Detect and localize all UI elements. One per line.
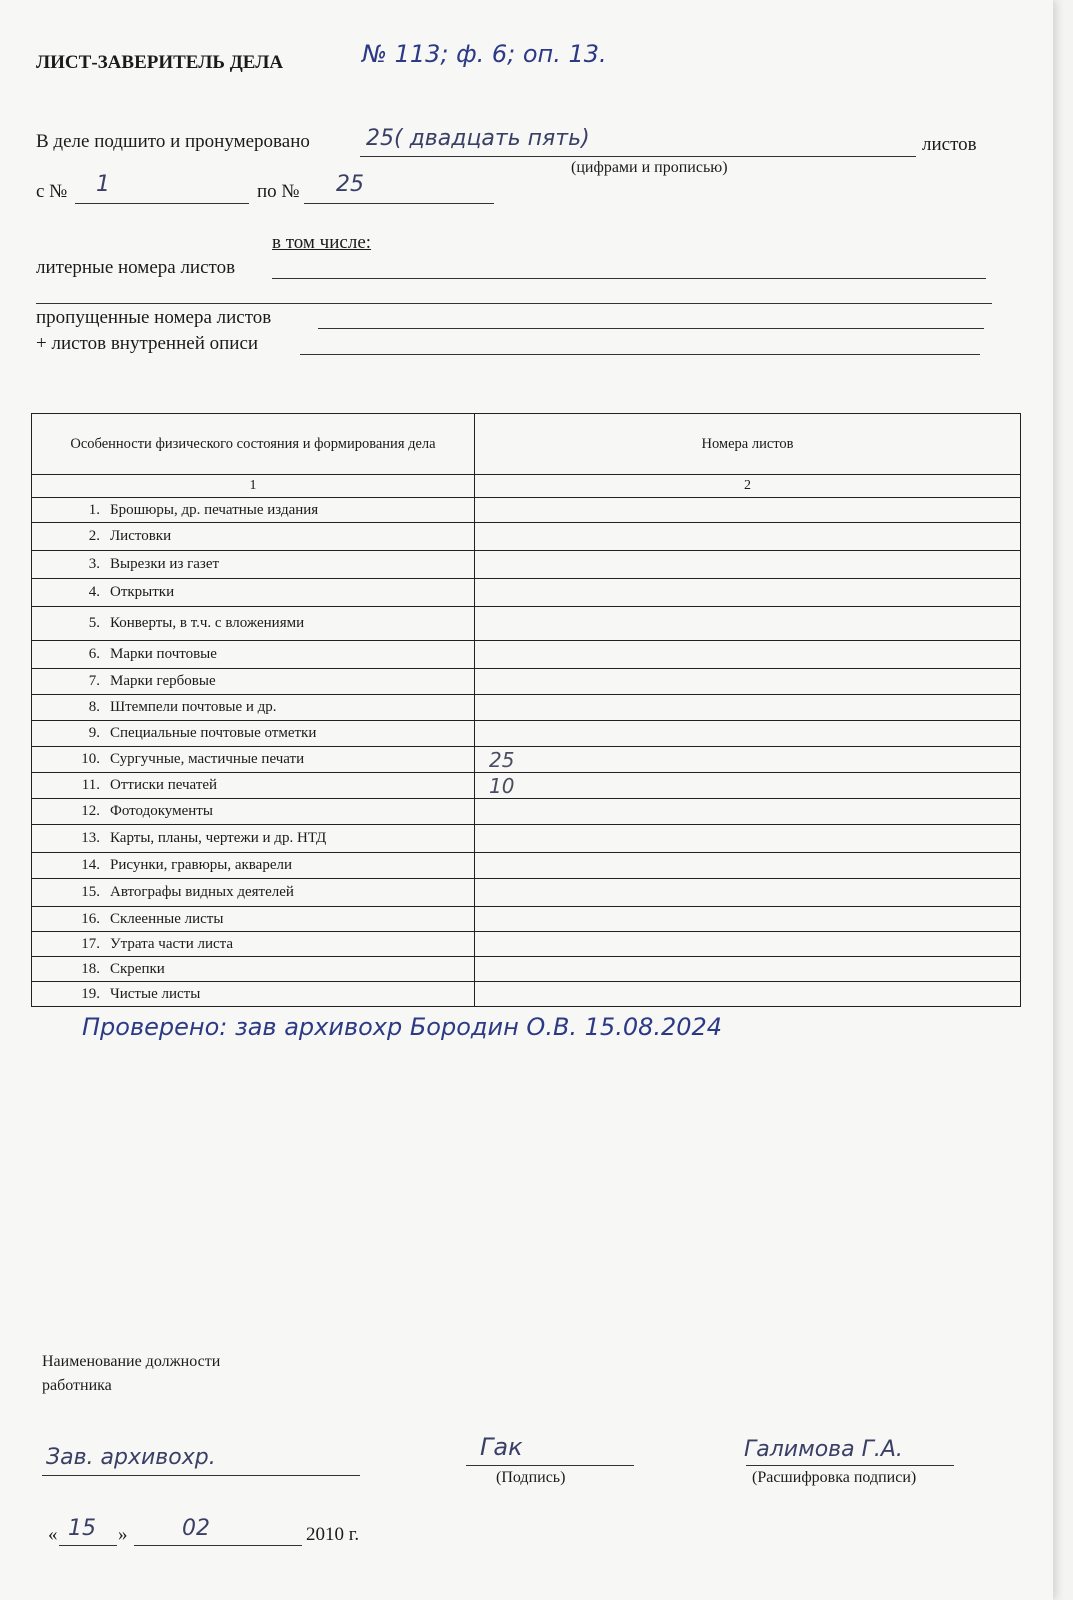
row-number: 10. (81, 751, 100, 767)
sheet-numbers-cell (475, 721, 1021, 747)
feature-cell (32, 607, 475, 641)
feature-cell (32, 695, 475, 721)
to-value: 25 (336, 172, 364, 197)
sheet-numbers-cell (475, 641, 1021, 669)
row-label: Фотодокументы (110, 803, 213, 819)
count-underline (360, 156, 916, 157)
to-underline (304, 203, 494, 204)
date-year-value: 2010 (306, 1524, 344, 1545)
col2-header: Номера листов (475, 414, 1021, 475)
count-prefix: В деле подшито и пронумеровано (36, 131, 310, 152)
sheet-numbers-cell (475, 523, 1021, 551)
sheet-numbers-value (481, 881, 489, 905)
feature-cell (32, 907, 475, 932)
feature-cell (32, 853, 475, 879)
date-open-quote: « (48, 1524, 58, 1545)
table-row (32, 799, 1021, 825)
missed-numbers-label: пропущенные номера листов (36, 307, 272, 328)
date-month-line (134, 1545, 302, 1546)
row-number: 11. (81, 777, 100, 793)
date-close-quote: » (118, 1524, 128, 1545)
row-number: 4. (88, 584, 100, 600)
position-value: Зав. архивохр. (46, 1445, 216, 1470)
missed-numbers-line (318, 328, 984, 329)
row-number: 19. (81, 985, 100, 1002)
row-label: Утрата части листа (110, 935, 234, 952)
sheet-numbers-value (481, 932, 489, 956)
date-year-suffix: г. (348, 1524, 360, 1545)
row-label: Специальные почтовые отметки (110, 725, 317, 741)
row-number: 8. (88, 699, 100, 715)
row-number: 16. (81, 910, 100, 927)
sheet-numbers-cell (475, 799, 1021, 825)
row-label: Марки гербовые (110, 673, 216, 689)
sheet-numbers-cell (475, 907, 1021, 932)
date-year (306, 1524, 359, 1546)
sheet-numbers-value (481, 722, 489, 746)
handwritten-reference: № 113; ф. 6; оп. 13. (362, 40, 607, 68)
including-heading: в том числе: (272, 232, 372, 253)
table-row (32, 579, 1021, 607)
sheet-numbers-value (481, 696, 489, 720)
sheet-numbers-cell (475, 551, 1021, 579)
table-row (32, 907, 1021, 932)
row-label: Брошюры, др. печатные издания (110, 501, 319, 518)
feature-cell (32, 879, 475, 907)
count-value: 25( двадцать пять) (366, 126, 590, 151)
sheet-numbers-value (481, 982, 489, 1006)
row-label: Вырезки из газет (110, 556, 220, 572)
row-number: 5. (88, 615, 100, 631)
table-row (32, 879, 1021, 907)
feature-cell (32, 825, 475, 853)
sheet-numbers-value (481, 854, 489, 878)
row-number: 1. (88, 501, 100, 518)
row-number: 14. (81, 857, 100, 873)
sheet-numbers-value: 25 (489, 747, 515, 772)
sheet-numbers-value (481, 670, 489, 694)
to-label: по № (257, 181, 300, 202)
sheet-numbers-cell (475, 579, 1021, 607)
from-value: 1 (96, 172, 110, 197)
table-row (32, 853, 1021, 879)
table-row (32, 551, 1021, 579)
table-row (32, 773, 1021, 799)
feature-cell (32, 641, 475, 669)
document-title: ЛИСТ-ЗАВЕРИТЕЛЬ ДЕЛА (36, 52, 284, 73)
table-row (32, 932, 1021, 957)
row-number: 7. (88, 673, 100, 689)
feature-cell (32, 773, 475, 799)
feature-cell (32, 747, 475, 773)
sheet-numbers-cell (475, 498, 1021, 523)
row-number: 9. (88, 725, 100, 741)
row-label: Конверты, в т.ч. с вложениями (110, 615, 305, 631)
feature-cell (32, 551, 475, 579)
sheet-numbers-value (481, 827, 489, 851)
signature-value: Гак (480, 1433, 523, 1461)
col1-header: Особенности физического состояния и формирования дела (32, 414, 475, 475)
inner-inventory-line (300, 354, 980, 355)
signature-line (466, 1465, 634, 1466)
sheet-numbers-value (481, 525, 489, 549)
table-row (32, 747, 1021, 773)
row-label: Чистые листы (110, 985, 201, 1002)
letter-numbers-label: литерные номера листов (36, 257, 236, 278)
sheet-numbers-cell (475, 747, 1021, 773)
row-number: 18. (81, 960, 100, 977)
row-label: Склеенные листы (110, 910, 224, 927)
row-number: 12. (81, 803, 100, 819)
count-hint: (цифрами и прописью) (571, 159, 728, 176)
decoding-line (746, 1465, 954, 1466)
table-number-row (32, 475, 1021, 498)
sheet-numbers-value: 10 (489, 773, 515, 798)
date-month: 02 (182, 1516, 210, 1541)
row-label: Оттиски печатей (110, 777, 218, 793)
sheet-numbers-value (481, 907, 489, 931)
signature-label: (Подпись) (496, 1469, 566, 1486)
row-label: Штемпели почтовые и др. (110, 699, 277, 715)
row-number: 3. (88, 556, 100, 572)
date-day: 15 (68, 1516, 96, 1541)
sheet-numbers-value (481, 612, 489, 636)
feature-cell (32, 721, 475, 747)
table-row (32, 498, 1021, 523)
col1-number: 1 (32, 475, 475, 498)
sheet-numbers-cell (475, 773, 1021, 799)
sheet-numbers-cell (475, 957, 1021, 982)
position-label-2: работника (42, 1377, 112, 1394)
table-row (32, 982, 1021, 1007)
row-label: Марки почтовые (110, 646, 217, 662)
sheet-numbers-cell (475, 607, 1021, 641)
sheet-numbers-cell (475, 879, 1021, 907)
from-label: с № (36, 181, 68, 202)
row-label: Скрепки (110, 960, 165, 977)
inner-inventory-label: + листов внутренней описи (36, 333, 259, 354)
row-label: Рисунки, гравюры, акварели (110, 857, 293, 873)
table-row (32, 641, 1021, 669)
row-label: Открытки (110, 584, 175, 600)
count-suffix: листов (922, 134, 977, 155)
features-table (31, 413, 1021, 1007)
row-label: Карты, планы, чертежи и др. НТД (110, 830, 327, 846)
date-day-line (59, 1545, 117, 1546)
table-row (32, 607, 1021, 641)
row-number: 6. (88, 646, 100, 662)
checked-note: Проверено: зав архивохр Бородин О.В. 15.08.2024 (82, 1013, 723, 1041)
feature-cell (32, 579, 475, 607)
feature-cell (32, 982, 475, 1007)
sheet-numbers-cell (475, 825, 1021, 853)
table-row (32, 957, 1021, 982)
table-header-row (32, 414, 1021, 475)
row-number: 2. (88, 528, 100, 544)
row-number: 17. (81, 935, 100, 952)
sheet-numbers-cell (475, 695, 1021, 721)
table-row (32, 721, 1021, 747)
table-row (32, 695, 1021, 721)
decoding-value: Галимова Г.А. (744, 1437, 903, 1462)
feature-cell (32, 932, 475, 957)
feature-cell (32, 498, 475, 523)
row-number: 15. (81, 884, 100, 900)
table-row (32, 669, 1021, 695)
sheet-numbers-cell (475, 669, 1021, 695)
sheet-numbers-value (481, 800, 489, 824)
row-label: Автографы видных деятелей (110, 884, 294, 900)
row-label: Сургучные, мастичные печати (110, 751, 305, 767)
letter-numbers-line (272, 278, 986, 279)
position-line (42, 1475, 360, 1476)
sheet-numbers-value (481, 643, 489, 667)
decoding-label: (Расшифровка подписи) (752, 1469, 917, 1486)
from-underline (75, 203, 249, 204)
feature-cell (32, 957, 475, 982)
table-row (32, 825, 1021, 853)
sheet-numbers-value (481, 957, 489, 981)
row-number: 13. (81, 830, 100, 846)
feature-cell (32, 523, 475, 551)
letter-numbers-line-2 (36, 303, 992, 304)
sheet-numbers-value (481, 581, 489, 605)
feature-cell (32, 669, 475, 695)
feature-cell (32, 799, 475, 825)
sheet-numbers-cell (475, 982, 1021, 1007)
table-row (32, 523, 1021, 551)
row-label: Листовки (110, 528, 172, 544)
sheet-numbers-value (481, 498, 489, 522)
sheet-numbers-cell (475, 932, 1021, 957)
position-label-1: Наименование должности (42, 1353, 221, 1370)
col2-number: 2 (475, 475, 1021, 498)
sheet-numbers-value (481, 553, 489, 577)
sheet-numbers-cell (475, 853, 1021, 879)
